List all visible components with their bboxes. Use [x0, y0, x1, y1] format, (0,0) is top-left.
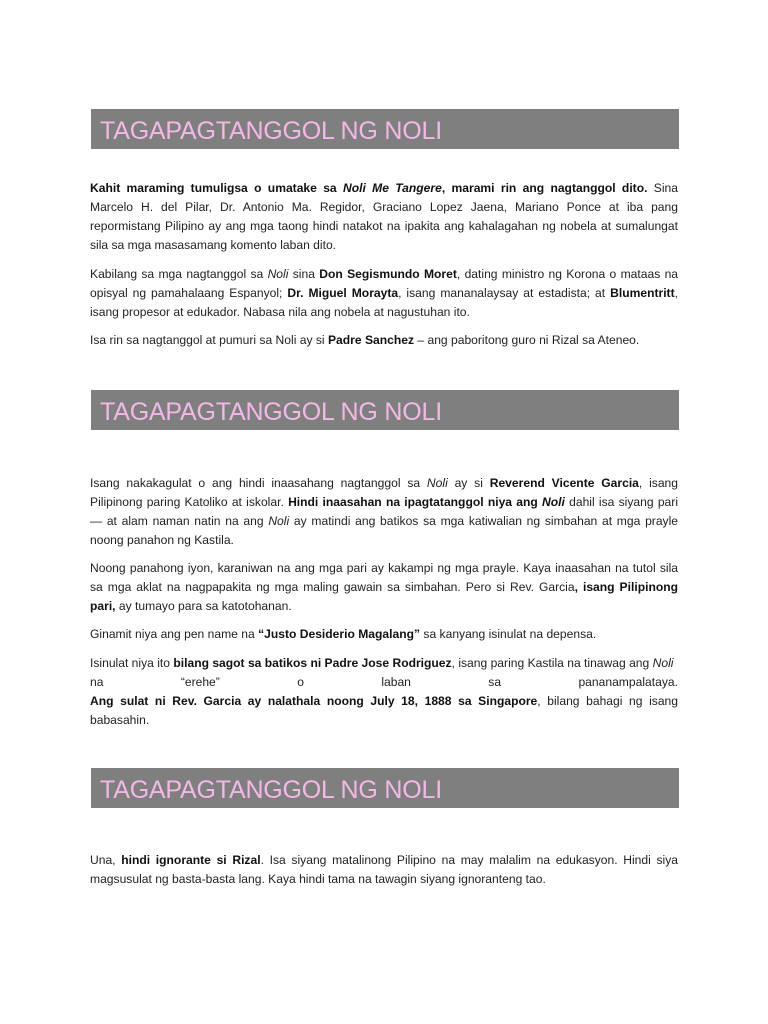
text-run: Noli Me Tangere [342, 181, 442, 195]
paragraph-spread-line [90, 673, 678, 692]
section-heading-text: TAGAPAGTANGGOL NG NOLI [100, 775, 442, 804]
text-run: “Justo Desiderio Magalang” [258, 627, 421, 641]
section-heading-text: TAGAPAGTANGGOL NG NOLI [100, 397, 442, 426]
paragraph [90, 331, 678, 350]
text-run: Dr. Miguel Morayta [287, 286, 399, 300]
section-heading-3 [91, 768, 679, 808]
spread-word: na [90, 675, 104, 689]
text-run: Sina Marcelo H. del Pilar, Dr. Antonio Ma. Regidor, Graciano Lopez Jaena, Mariano Ponce at iba pang repormistang Pilipino ay ang mga taong hindi natakot na ipakita ang kahalagahan ng nobela at sumalungat sila sa mga masasamang komento laban dito. [90, 181, 678, 252]
text-run: Noli [542, 495, 565, 509]
text-run: Blumentritt [610, 286, 675, 300]
paragraph [90, 265, 678, 322]
spread-word: laban [381, 675, 411, 689]
text-run: bilang sagot sa batikos ni Padre Jose Rodriguez [173, 656, 452, 670]
text-run: ay matindi ang batikos sa mga katiwalian ng simbahan at mga prayle noong panahon ng Kastila. [90, 514, 679, 547]
text-run: dahil isa siyang pari — at alam naman natin na ang [90, 495, 679, 528]
text-run: . Isa siyang matalinong Pilipino na may malalim na edukasyon. Hindi siya magsusulat ng basta-basta lang. Kaya hindi tama na tawagin siyang ignoranteng tao. [90, 853, 679, 886]
text-run: , dating ministro ng Korona o mataas na opisyal ng pamahalaang Espanyol; [90, 267, 679, 300]
paragraph [90, 559, 678, 616]
paragraph [90, 625, 678, 644]
section-heading-2 [91, 390, 679, 430]
text-run: , isang Pilipinong pari, [90, 580, 678, 613]
text-run: Noli [267, 267, 289, 281]
text-run: , isang Pilipinong paring Katoliko at iskolar. [90, 476, 679, 509]
spread-word: pananampalataya. [578, 675, 678, 689]
text-run: , isang propesor at edukador. Nabasa nila ang nobela at nagustuhan ito. [90, 286, 678, 319]
text-run: Noli [652, 656, 674, 670]
text-run: Kahit maraming tumuligsa o umatake sa [90, 181, 343, 195]
text-run: Ang sulat ni Rev. Garcia ay nalathala noong July 18, 1888 sa Singapore [90, 694, 538, 708]
paragraph-line [90, 692, 678, 730]
text-run: Isa rin sa nagtanggol at pumuri sa Noli ay si [90, 333, 328, 347]
paragraph-complex [90, 654, 678, 730]
spread-word: sa [488, 675, 502, 689]
text-run: Kabilang sa mga nagtanggol sa [90, 267, 268, 281]
text-run: , marami rin ang nagtanggol dito. [441, 181, 648, 195]
text-run: – ang paboritong guro ni Rizal sa Ateneo. [414, 333, 640, 347]
section-heading-1 [91, 109, 679, 149]
text-run: Hindi inaasahan na ipagtatanggol niya ang [288, 495, 543, 509]
paragraph [90, 179, 678, 255]
paragraph-line [90, 654, 678, 673]
text-run: Ginamit niya ang pen name na [90, 627, 259, 641]
text-run: Noli [426, 476, 448, 490]
text-run: , isang mananalaysay at estadista; at [398, 286, 611, 300]
text-run: Isinulat niya ito [90, 656, 174, 670]
text-run: sina [288, 267, 320, 281]
text-run: hindi ignorante si Rizal [121, 853, 261, 867]
text-run: Noli [268, 514, 290, 528]
spread-word: o [297, 675, 304, 689]
paragraph [90, 474, 678, 550]
text-run: ay si [447, 476, 490, 490]
spread-word: “erehe” [180, 675, 220, 689]
text-run: Padre Sanchez [327, 333, 415, 347]
text-run: Una, [90, 853, 122, 867]
text-run: ay tumayo para sa katotohanan. [115, 599, 292, 613]
paragraph [90, 851, 678, 889]
text-run: , isang paring Kastila na tinawag ang [451, 656, 653, 670]
text-run: , bilang bahagi ng isang babasahin. [90, 694, 678, 727]
section-heading-text: TAGAPAGTANGGOL NG NOLI [100, 116, 442, 145]
text-run: Isang nakakagulat o ang hindi inaasahang nagtanggol sa [90, 476, 427, 490]
text-run: Noong panahong iyon, karaniwan na ang mga pari ay kakampi ng mga prayle. Kaya inaasahan na tutol sila sa mga aklat na nagpapakita ng mga maling gawain sa simbahan. Pero si Rev. Garcia [90, 561, 678, 594]
text-run: Reverend Vicente Garcia [489, 476, 639, 490]
text-run: Don Segismundo Moret [319, 267, 457, 281]
text-run: sa kanyang isinulat na depensa. [420, 627, 597, 641]
